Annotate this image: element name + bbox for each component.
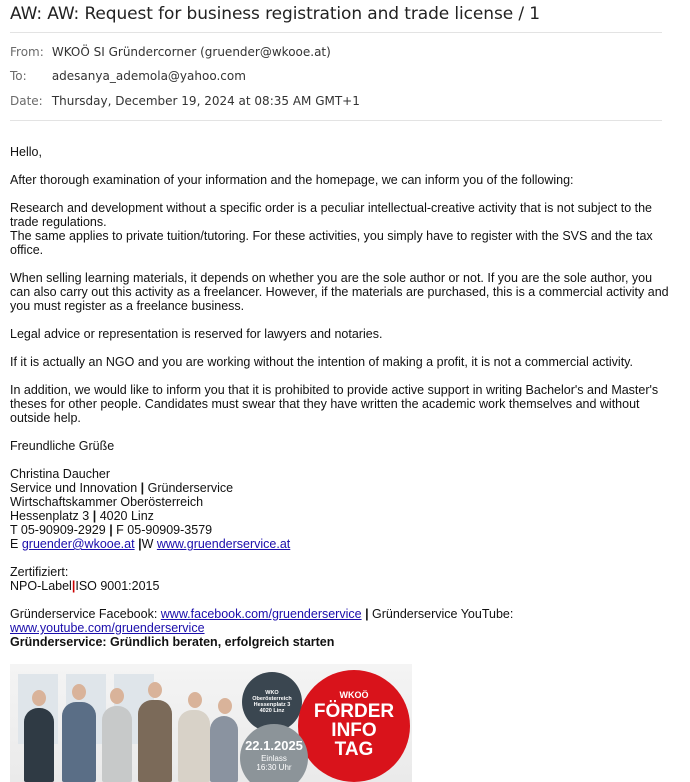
facebook-label: Gründerservice Facebook: xyxy=(10,607,158,621)
youtube-link[interactable]: www.youtube.com/gruenderservice xyxy=(10,621,205,635)
address-city: 4020 Linz xyxy=(99,509,154,523)
banner-event-badge xyxy=(298,670,410,782)
role-b: Gründerservice xyxy=(147,481,234,495)
signature-name: Christina Daucher xyxy=(10,467,111,481)
slogan: Gründerservice: Gründlich beraten, erfolgreich starten xyxy=(10,635,335,649)
banner-title-line-3: TAG xyxy=(334,739,374,760)
banner-person-head xyxy=(148,682,162,698)
fax-separator: | xyxy=(109,523,113,537)
banner-wkooe-text: WKOÖ xyxy=(339,690,369,700)
paragraph-theses: In addition, we would like to inform you that it is prohibited to provide active support in writing Bachelor's and Master's theses for other people. Candidates must swear that they have written the academic work themselves and without outside help. xyxy=(10,383,659,425)
to-row xyxy=(10,69,246,83)
signature-web-link[interactable]: www.gruenderservice.at xyxy=(156,537,291,551)
greeting: Hello, xyxy=(10,145,42,159)
youtube-label: Gründerservice YouTube: xyxy=(372,607,514,621)
from-value[interactable]: WKOÖ SI Gründercorner (gruender@wkooe.at) xyxy=(51,45,331,59)
to-value[interactable]: adesanya_ademola@yahoo.com xyxy=(51,69,246,83)
banner-person-head xyxy=(188,692,202,708)
social-links xyxy=(10,607,670,635)
date-label: Date: xyxy=(10,94,43,108)
date-value: Thursday, December 19, 2024 at 08:35 AM GMT+1 xyxy=(51,94,360,108)
signature-address xyxy=(10,509,670,523)
paragraph-tuition: The same applies to private tuition/tutoring. For these activities, you simply have to register with the SVS and the tax office. xyxy=(10,229,653,257)
role-a: Service und Innovation xyxy=(10,481,138,495)
banner-person xyxy=(210,716,238,782)
from-label: From: xyxy=(10,45,44,59)
banner-person-head xyxy=(110,688,124,704)
paragraph-intro: After thorough examination of your information and the homepage, we can inform you of the following: xyxy=(10,173,574,187)
web-label: W xyxy=(141,537,154,551)
banner-event-title xyxy=(298,702,410,759)
address-street: Hessenplatz 3 xyxy=(10,509,90,523)
banner-title-line-2: INFO xyxy=(331,720,377,741)
fax-number: 05-90909-3579 xyxy=(127,523,213,537)
banner-person xyxy=(102,706,132,782)
cert-values xyxy=(10,579,670,593)
fax-label: F xyxy=(116,523,124,537)
banner-person-head xyxy=(218,698,232,714)
signature-role xyxy=(10,481,670,495)
to-label: To: xyxy=(10,69,27,83)
banner-date: 22.1.2025 xyxy=(245,738,303,753)
banner-person xyxy=(138,700,172,782)
paragraph-research: Research and development without a specific order is a peculiar intellectual-creative activity that is not subject to the trade regulations. xyxy=(10,201,652,229)
from-row xyxy=(10,45,331,59)
signature-phone xyxy=(10,523,670,537)
banner-title-line-1: FÖRDER xyxy=(313,701,395,722)
cert-npo: NPO-Label xyxy=(10,579,72,593)
event-banner-image[interactable] xyxy=(10,664,412,782)
header-divider-bottom xyxy=(10,120,662,121)
banner-person xyxy=(62,702,96,782)
email-label: E xyxy=(10,537,19,551)
phone-label: T xyxy=(10,523,18,537)
paragraph-ngo: If it is actually an NGO and you are working without the intention of making a profit, it is not a commercial activity. xyxy=(10,355,633,369)
banner-person xyxy=(178,710,210,782)
signature-email-link[interactable]: gruender@wkooe.at xyxy=(21,537,135,551)
header-divider-top xyxy=(10,32,662,33)
email-body xyxy=(10,145,670,649)
paragraph-materials: When selling learning materials, it depends on whether you are the sole author or not. If you are the sole author, you can also carry out this activity as a freelancer. However, if the materials are purchased, this is a commercial activity and you must register as a freelance business. xyxy=(10,271,669,313)
banner-person-head xyxy=(72,684,86,700)
banner-person-head xyxy=(32,690,46,706)
banner-location-badge xyxy=(242,672,302,732)
phone-number: 05-90909-2929 xyxy=(20,523,106,537)
banner-entry-time xyxy=(240,754,308,772)
paragraph-legal: Legal advice or representation is reserved for lawyers and notaries. xyxy=(10,327,383,341)
banner-entry-label: Einlass xyxy=(261,754,287,763)
cert-label: Zertifiziert: xyxy=(10,565,69,579)
signature-org: Wirtschaftskammer Oberösterreich xyxy=(10,495,204,509)
closing: Freundliche Grüße xyxy=(10,439,115,453)
youtube-separator: | xyxy=(365,607,369,621)
banner-entry-hour: 16:30 Uhr xyxy=(256,763,292,772)
facebook-link[interactable]: www.facebook.com/gruenderservice xyxy=(160,607,362,621)
role-separator: | xyxy=(140,481,145,495)
banner-location-text: WKO Oberösterreich Hessenplatz 3 4020 Linz xyxy=(252,690,292,714)
web-separator: | xyxy=(138,537,142,551)
address-separator: | xyxy=(92,509,97,523)
cert-separator: | xyxy=(71,579,76,593)
cert-iso: ISO 9001:2015 xyxy=(75,579,160,593)
date-row xyxy=(10,94,360,108)
email-subject: AW: AW: Request for business registration and trade license / 1 xyxy=(10,4,541,24)
banner-person xyxy=(24,708,54,782)
signature-contact xyxy=(10,537,670,551)
